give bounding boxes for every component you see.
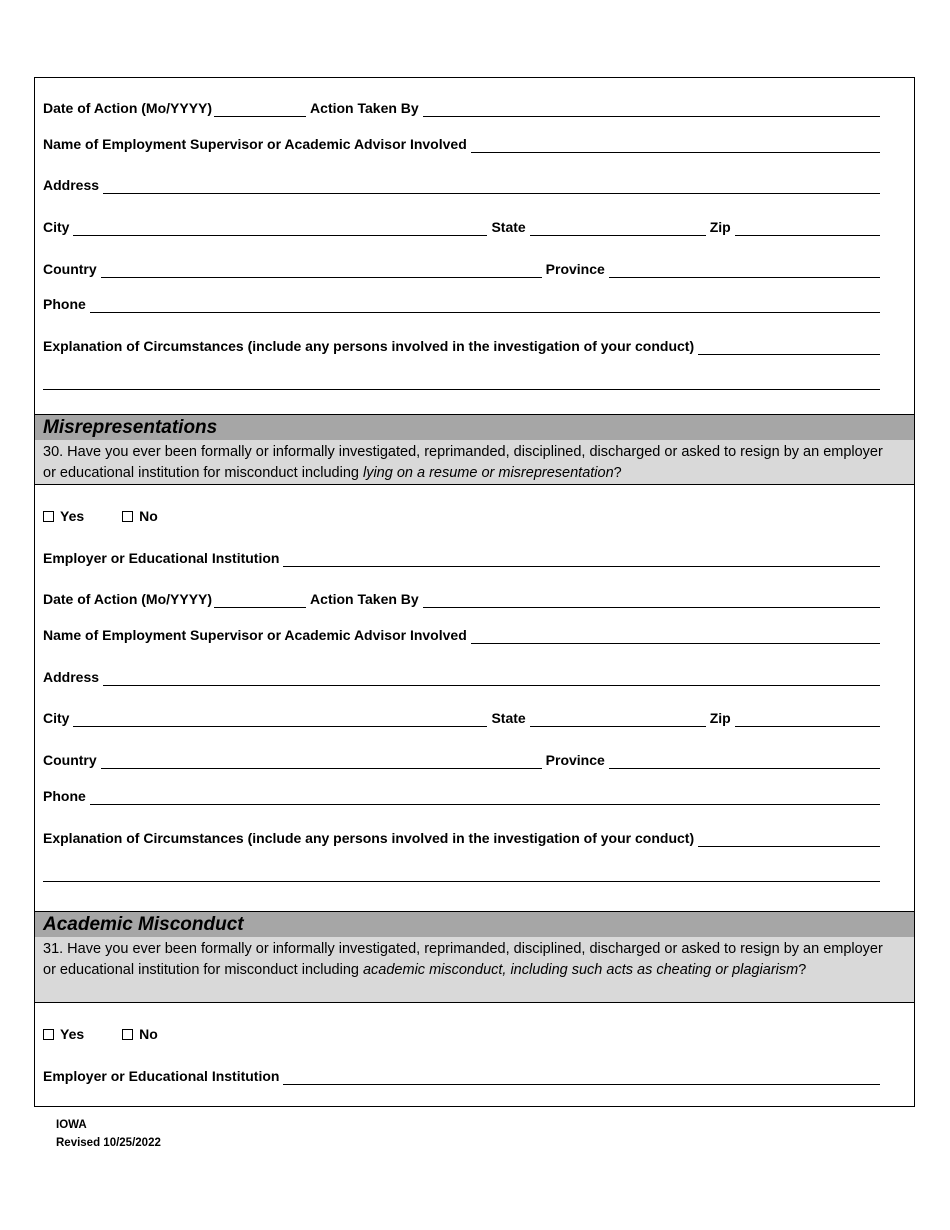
province-field[interactable] bbox=[609, 755, 880, 769]
supervisor-label: Name of Employment Supervisor or Academic Advisor Involved bbox=[43, 136, 467, 152]
country-label: Country bbox=[43, 261, 97, 277]
explanation-label: Explanation of Circumstances (include any persons involved in the investigation of your conduct) bbox=[43, 338, 695, 354]
phone-field[interactable] bbox=[90, 791, 880, 805]
employer-field[interactable] bbox=[283, 553, 880, 567]
checkbox-icon[interactable] bbox=[43, 511, 54, 522]
zip-label: Zip bbox=[709, 710, 731, 726]
address-field[interactable] bbox=[103, 180, 880, 194]
no-checkbox[interactable] bbox=[122, 1026, 158, 1043]
date-of-action-field[interactable] bbox=[214, 103, 306, 117]
employer-row bbox=[43, 550, 880, 567]
employer-row bbox=[43, 1068, 880, 1085]
phone-label: Phone bbox=[43, 788, 86, 804]
phone-label: Phone bbox=[43, 296, 86, 312]
country-field[interactable] bbox=[101, 755, 542, 769]
question-31-suffix: ? bbox=[798, 962, 807, 978]
question-31-italic: academic misconduct, including such acts as cheating or plagiarism bbox=[362, 962, 799, 978]
checkbox-icon[interactable] bbox=[122, 511, 133, 522]
phone-row bbox=[43, 296, 880, 313]
city-row bbox=[43, 219, 880, 236]
address-label: Address bbox=[43, 669, 100, 685]
city-label: City bbox=[43, 219, 70, 235]
checkbox-icon[interactable] bbox=[43, 1029, 54, 1040]
supervisor-field[interactable] bbox=[471, 630, 880, 644]
question-30-suffix: ? bbox=[613, 465, 622, 481]
date-of-action-label: Date of Action (Mo/YYYY) bbox=[43, 100, 213, 116]
state-label: State bbox=[491, 219, 526, 235]
explanation-continuation-line[interactable] bbox=[43, 389, 880, 390]
supervisor-field[interactable] bbox=[471, 139, 880, 153]
action-taken-by-field[interactable] bbox=[423, 594, 880, 608]
country-field[interactable] bbox=[101, 264, 542, 278]
footer-state: IOWA bbox=[56, 1119, 87, 1131]
question-30-italic: lying on a resume or misrepresentation bbox=[362, 465, 614, 481]
question-31 bbox=[35, 937, 914, 1003]
yes-label: Yes bbox=[60, 508, 85, 524]
explanation-row bbox=[43, 338, 880, 355]
phone-field[interactable] bbox=[90, 299, 880, 313]
action-taken-by-label: Action Taken By bbox=[310, 591, 419, 607]
date-of-action-label: Date of Action (Mo/YYYY) bbox=[43, 591, 213, 607]
explanation-field[interactable] bbox=[698, 341, 880, 355]
question-30 bbox=[35, 440, 914, 485]
section-header-academic-misconduct: Academic Misconduct bbox=[35, 911, 914, 938]
supervisor-row bbox=[43, 136, 880, 153]
city-label: City bbox=[43, 710, 70, 726]
explanation-continuation-line[interactable] bbox=[43, 881, 880, 882]
no-label: No bbox=[139, 1026, 158, 1042]
section-header-misrepresentations: Misrepresentations bbox=[35, 414, 914, 441]
province-label: Province bbox=[545, 261, 605, 277]
explanation-field[interactable] bbox=[698, 833, 880, 847]
zip-field[interactable] bbox=[735, 713, 880, 727]
action-taken-by-label: Action Taken By bbox=[310, 100, 419, 116]
footer-revised: Revised 10/25/2022 bbox=[56, 1137, 161, 1149]
action-taken-by-field[interactable] bbox=[423, 103, 880, 117]
question-30-answers bbox=[43, 508, 196, 525]
zip-label: Zip bbox=[709, 219, 731, 235]
phone-row bbox=[43, 788, 880, 805]
employer-field[interactable] bbox=[283, 1071, 880, 1085]
city-field[interactable] bbox=[73, 713, 487, 727]
explanation-row bbox=[43, 830, 880, 847]
supervisor-row bbox=[43, 627, 880, 644]
state-field[interactable] bbox=[530, 222, 706, 236]
date-of-action-field[interactable] bbox=[214, 594, 306, 608]
no-label: No bbox=[139, 508, 158, 524]
address-row bbox=[43, 177, 880, 194]
address-row bbox=[43, 669, 880, 686]
question-30-text: 30. Have you ever been formally or informally investigated, reprimanded, disciplined, discharged or asked to resign by an employer or educational institution for misconduct including bbox=[43, 444, 883, 481]
form-frame bbox=[34, 77, 915, 1107]
yes-checkbox[interactable] bbox=[43, 508, 84, 525]
explanation-label: Explanation of Circumstances (include any persons involved in the investigation of your conduct) bbox=[43, 830, 695, 846]
city-row bbox=[43, 710, 880, 727]
state-label: State bbox=[491, 710, 526, 726]
province-label: Province bbox=[545, 752, 605, 768]
question-31-answers bbox=[43, 1026, 196, 1043]
state-field[interactable] bbox=[530, 713, 706, 727]
date-action-row bbox=[43, 591, 880, 608]
province-field[interactable] bbox=[609, 264, 880, 278]
supervisor-label: Name of Employment Supervisor or Academic Advisor Involved bbox=[43, 627, 467, 643]
zip-field[interactable] bbox=[735, 222, 880, 236]
country-row bbox=[43, 752, 880, 769]
employer-label: Employer or Educational Institution bbox=[43, 550, 280, 566]
yes-checkbox[interactable] bbox=[43, 1026, 84, 1043]
country-label: Country bbox=[43, 752, 97, 768]
checkbox-icon[interactable] bbox=[122, 1029, 133, 1040]
address-label: Address bbox=[43, 177, 100, 193]
yes-label: Yes bbox=[60, 1026, 85, 1042]
address-field[interactable] bbox=[103, 672, 880, 686]
date-action-row bbox=[43, 100, 880, 117]
country-row bbox=[43, 261, 880, 278]
question-31-text: 31. Have you ever been formally or informally investigated, reprimanded, disciplined, discharged or asked to resign by an employer or educational institution for misconduct including bbox=[43, 941, 883, 978]
employer-label: Employer or Educational Institution bbox=[43, 1068, 280, 1084]
city-field[interactable] bbox=[73, 222, 487, 236]
no-checkbox[interactable] bbox=[122, 508, 158, 525]
